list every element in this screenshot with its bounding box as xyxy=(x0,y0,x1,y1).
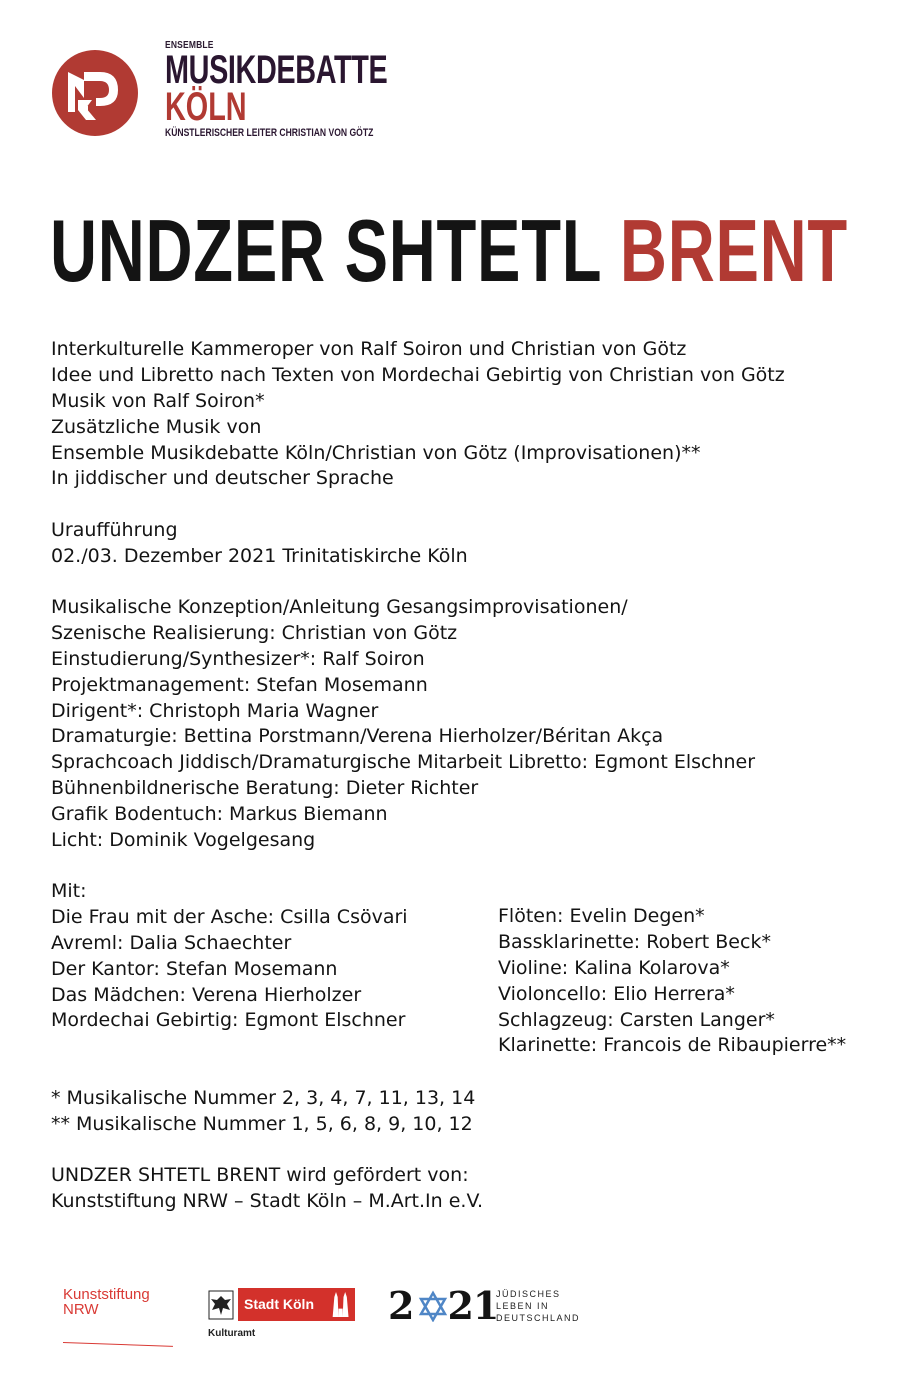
credit-line: Sprachcoach Jiddisch/Dramaturgische Mitarbeit Libretto: Egmont Elschner xyxy=(51,751,756,774)
jubilee-line: JÜDISCHES xyxy=(496,1289,561,1299)
intro-block xyxy=(51,337,785,492)
eagle-crest-icon xyxy=(208,1290,234,1320)
footnotes-block xyxy=(51,1086,475,1138)
cast-line: Das Mädchen: Verena Hierholzer xyxy=(51,983,362,1006)
jubilee-year-right: 21 xyxy=(447,1283,499,1328)
intro-line: Ensemble Musikdebatte Köln/Christian von Götz (Improvisationen)** xyxy=(51,441,701,464)
musician-line: Schlagzeug: Carsten Langer* xyxy=(498,1008,775,1031)
musician-line: Flöten: Evelin Degen* xyxy=(498,905,705,927)
intro-line: Musik von Ralf Soiron* xyxy=(51,389,265,412)
artistic-director: KÜNSTLERISCHER LEITER CHRISTIAN VON GÖTZ xyxy=(165,127,374,139)
footnote-line: ** Musikalische Nummer 1, 5, 6, 8, 9, 10, 12 xyxy=(51,1112,473,1135)
musician-line: Violine: Kalina Kolarova* xyxy=(498,956,730,979)
credit-line: Musikalische Konzeption/Anleitung Gesangsimprovisationen/ xyxy=(51,596,628,618)
credit-line: Bühnenbildnerische Beratung: Dieter Richter xyxy=(51,777,479,800)
kunststiftung-logo xyxy=(63,1287,150,1317)
jubilee-line: LEBEN IN xyxy=(496,1301,550,1311)
sponsor-logos xyxy=(0,1280,904,1360)
jubilee-line: DEUTSCHLAND xyxy=(496,1313,581,1323)
star-of-david-icon xyxy=(418,1290,448,1322)
ensemble-name: MUSIKDEBATTE xyxy=(165,48,388,92)
credit-line: Szenische Realisierung: Christian von Götz xyxy=(51,621,458,644)
cast-musicians xyxy=(498,904,846,1059)
kunststiftung-region: NRW xyxy=(63,1301,99,1318)
intro-line: Interkulturelle Kammeroper von Ralf Soiron und Christian von Götz xyxy=(51,338,687,360)
stadt-koeln-banner xyxy=(238,1288,355,1321)
page-title xyxy=(50,201,848,300)
credit-line: Dramaturgie: Bettina Porstmann/Verena Hierholzer/Béritan Akça xyxy=(51,725,664,748)
premiere-block xyxy=(51,518,468,570)
jubilee-logo xyxy=(388,1283,581,1328)
credit-line: Dirigent*: Christoph Maria Wagner xyxy=(51,699,379,722)
cathedral-icon xyxy=(331,1291,351,1318)
funding-line: UNDZER SHTETL BRENT wird gefördert von: xyxy=(51,1164,469,1186)
premiere-heading: Uraufführung xyxy=(51,519,178,541)
cast-line: Die Frau mit der Asche: Csilla Csövari xyxy=(51,905,408,928)
intro-line: In jiddischer und deutscher Sprache xyxy=(51,467,394,490)
musician-line: Violoncello: Elio Herrera* xyxy=(498,982,735,1005)
cast-singers xyxy=(51,879,408,1034)
title-main: UNDZER SHTETL xyxy=(50,201,602,300)
credit-line: Projektmanagement: Stefan Mosemann xyxy=(51,673,428,696)
ensemble-city: KÖLN xyxy=(165,85,247,129)
ensemble-logo-icon xyxy=(52,50,138,136)
premiere-date: 02./03. Dezember 2021 Trinitatiskirche Köln xyxy=(51,544,468,567)
musician-line: Klarinette: Francois de Ribaupierre** xyxy=(498,1034,847,1057)
musician-line: Bassklarinette: Robert Beck* xyxy=(498,930,771,953)
stadt-koeln-label: Stadt Köln xyxy=(244,1296,314,1312)
cast-heading: Mit: xyxy=(51,880,87,902)
kulturamt-label: Kulturamt xyxy=(208,1328,256,1339)
intro-line: Zusätzliche Musik von xyxy=(51,415,262,438)
ensemble-wordmark xyxy=(165,40,474,139)
cast-line: Der Kantor: Stefan Mosemann xyxy=(51,957,338,980)
credits-block xyxy=(51,595,755,854)
footnote-line: * Musikalische Nummer 2, 3, 4, 7, 11, 13, 14 xyxy=(51,1087,476,1109)
jubilee-year-left: 2 xyxy=(388,1283,414,1328)
funding-block xyxy=(51,1163,483,1215)
funding-line: Kunststiftung NRW – Stadt Köln – M.Art.In e.V. xyxy=(51,1189,484,1212)
title-accent: BRENT xyxy=(619,201,848,300)
intro-line: Idee und Libretto nach Texten von Mordechai Gebirtig von Christian von Götz xyxy=(51,363,785,386)
kunststiftung-underline xyxy=(63,1342,173,1347)
jubilee-text xyxy=(496,1288,580,1324)
ensemble-label: ENSEMBLE xyxy=(165,40,214,51)
credit-line: Grafik Bodentuch: Markus Biemann xyxy=(51,803,388,826)
credit-line: Einstudierung/Synthesizer*: Ralf Soiron xyxy=(51,647,425,670)
cast-line: Avreml: Dalia Schaechter xyxy=(51,931,292,954)
kunststiftung-name: Kunststiftung xyxy=(63,1286,150,1303)
credit-line: Licht: Dominik Vogelgesang xyxy=(51,829,316,852)
cast-line: Mordechai Gebirtig: Egmont Elschner xyxy=(51,1009,406,1032)
